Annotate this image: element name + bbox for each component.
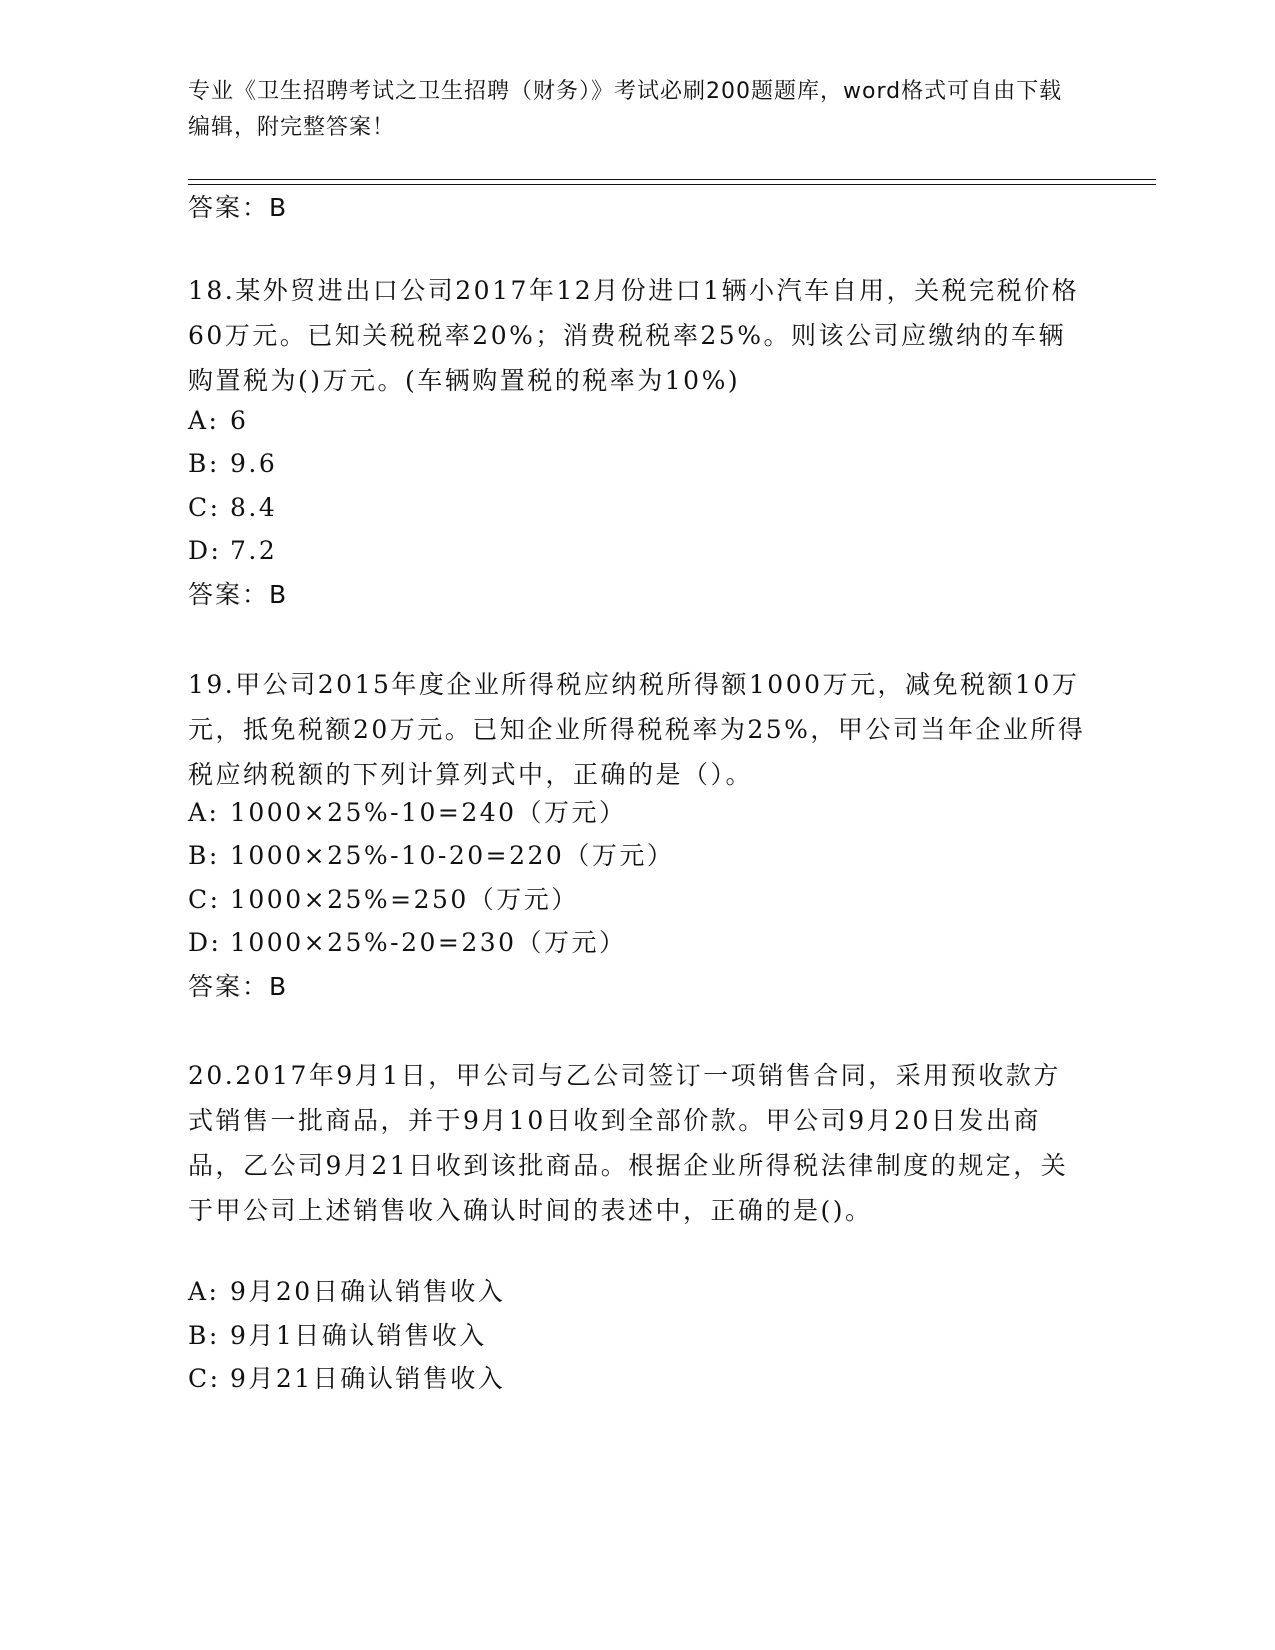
option-text: 8.4 (230, 493, 278, 522)
question-20-text: 20.2017年9月1日，甲公司与乙公司签订一项销售合同，采用预收款方式销售一批商品，并于9月10日收到全部价款。甲公司9月20日发出商品，乙公司9月21日收到该批商品。根据企业所得税法律制度的规定，关于甲公司上述销售收入确认时间的表述中，正确的是()。 (188, 1061, 1069, 1225)
option-text: 7.2 (230, 536, 278, 565)
option-label: A: (188, 406, 220, 435)
question-19-option-a (188, 795, 627, 831)
option-text: 1000×25%-10-20=220（万元） (230, 841, 675, 870)
option-text: 9月20日确认销售收入 (230, 1277, 506, 1306)
question-19-option-d (188, 925, 627, 961)
option-text: 1000×25%-10=240（万元） (230, 798, 627, 827)
option-label: B: (188, 1321, 220, 1350)
question-19-option-c (188, 882, 579, 918)
question-19-answer: 答案：B (188, 972, 289, 1001)
option-label: B: (188, 841, 220, 870)
question-18-option-c (188, 490, 277, 526)
header-rule-bottom (188, 184, 1156, 185)
option-label: A: (188, 1277, 220, 1306)
question-18-answer: 答案：B (188, 580, 289, 609)
question-20-option-b (188, 1318, 487, 1354)
question-18-option-b (188, 446, 277, 482)
option-text: 9.6 (230, 449, 278, 478)
option-text: 9月1日确认销售收入 (230, 1321, 487, 1350)
question-18-text: 18.某外贸进出口公司2017年12月份进口1辆小汽车自用，关税完税价格60万元。已知关税税率20%；消费税税率25%。则该公司应缴纳的车辆购置税为()万元。(车辆购置税的税率为10%) (188, 276, 1080, 395)
option-label: C: (188, 493, 221, 522)
option-label: D: (188, 928, 222, 957)
header-rule-top (188, 179, 1156, 180)
option-text: 1000×25%=250（万元） (230, 885, 579, 914)
document-header: 专业《卫生招聘考试之卫生招聘（财务）》考试必刷200题题库，word格式可自由下载编辑，附完整答案！ (188, 79, 1063, 140)
option-label: D: (188, 536, 222, 565)
question-18-option-a (188, 403, 248, 439)
option-text: 9月21日确认销售收入 (230, 1364, 506, 1393)
option-text: 6 (230, 406, 249, 435)
option-label: C: (188, 885, 221, 914)
question-20-option-a (188, 1274, 505, 1310)
question-20-option-c (188, 1361, 505, 1397)
question-19-text: 19.甲公司2015年度企业所得税应纳税所得额1000万元，减免税额10万元，抵免税额20万元。已知企业所得税税率为25%，甲公司当年企业所得税应纳税额的下列计算列式中，正确的是（）。 (188, 670, 1086, 789)
option-label: A: (188, 798, 220, 827)
option-text: 1000×25%-20=230（万元） (230, 928, 627, 957)
question-19-option-b (188, 838, 674, 874)
question-18-option-d (188, 533, 277, 569)
option-label: C: (188, 1364, 221, 1393)
previous-answer: 答案：B (188, 193, 289, 222)
option-label: B: (188, 449, 220, 478)
